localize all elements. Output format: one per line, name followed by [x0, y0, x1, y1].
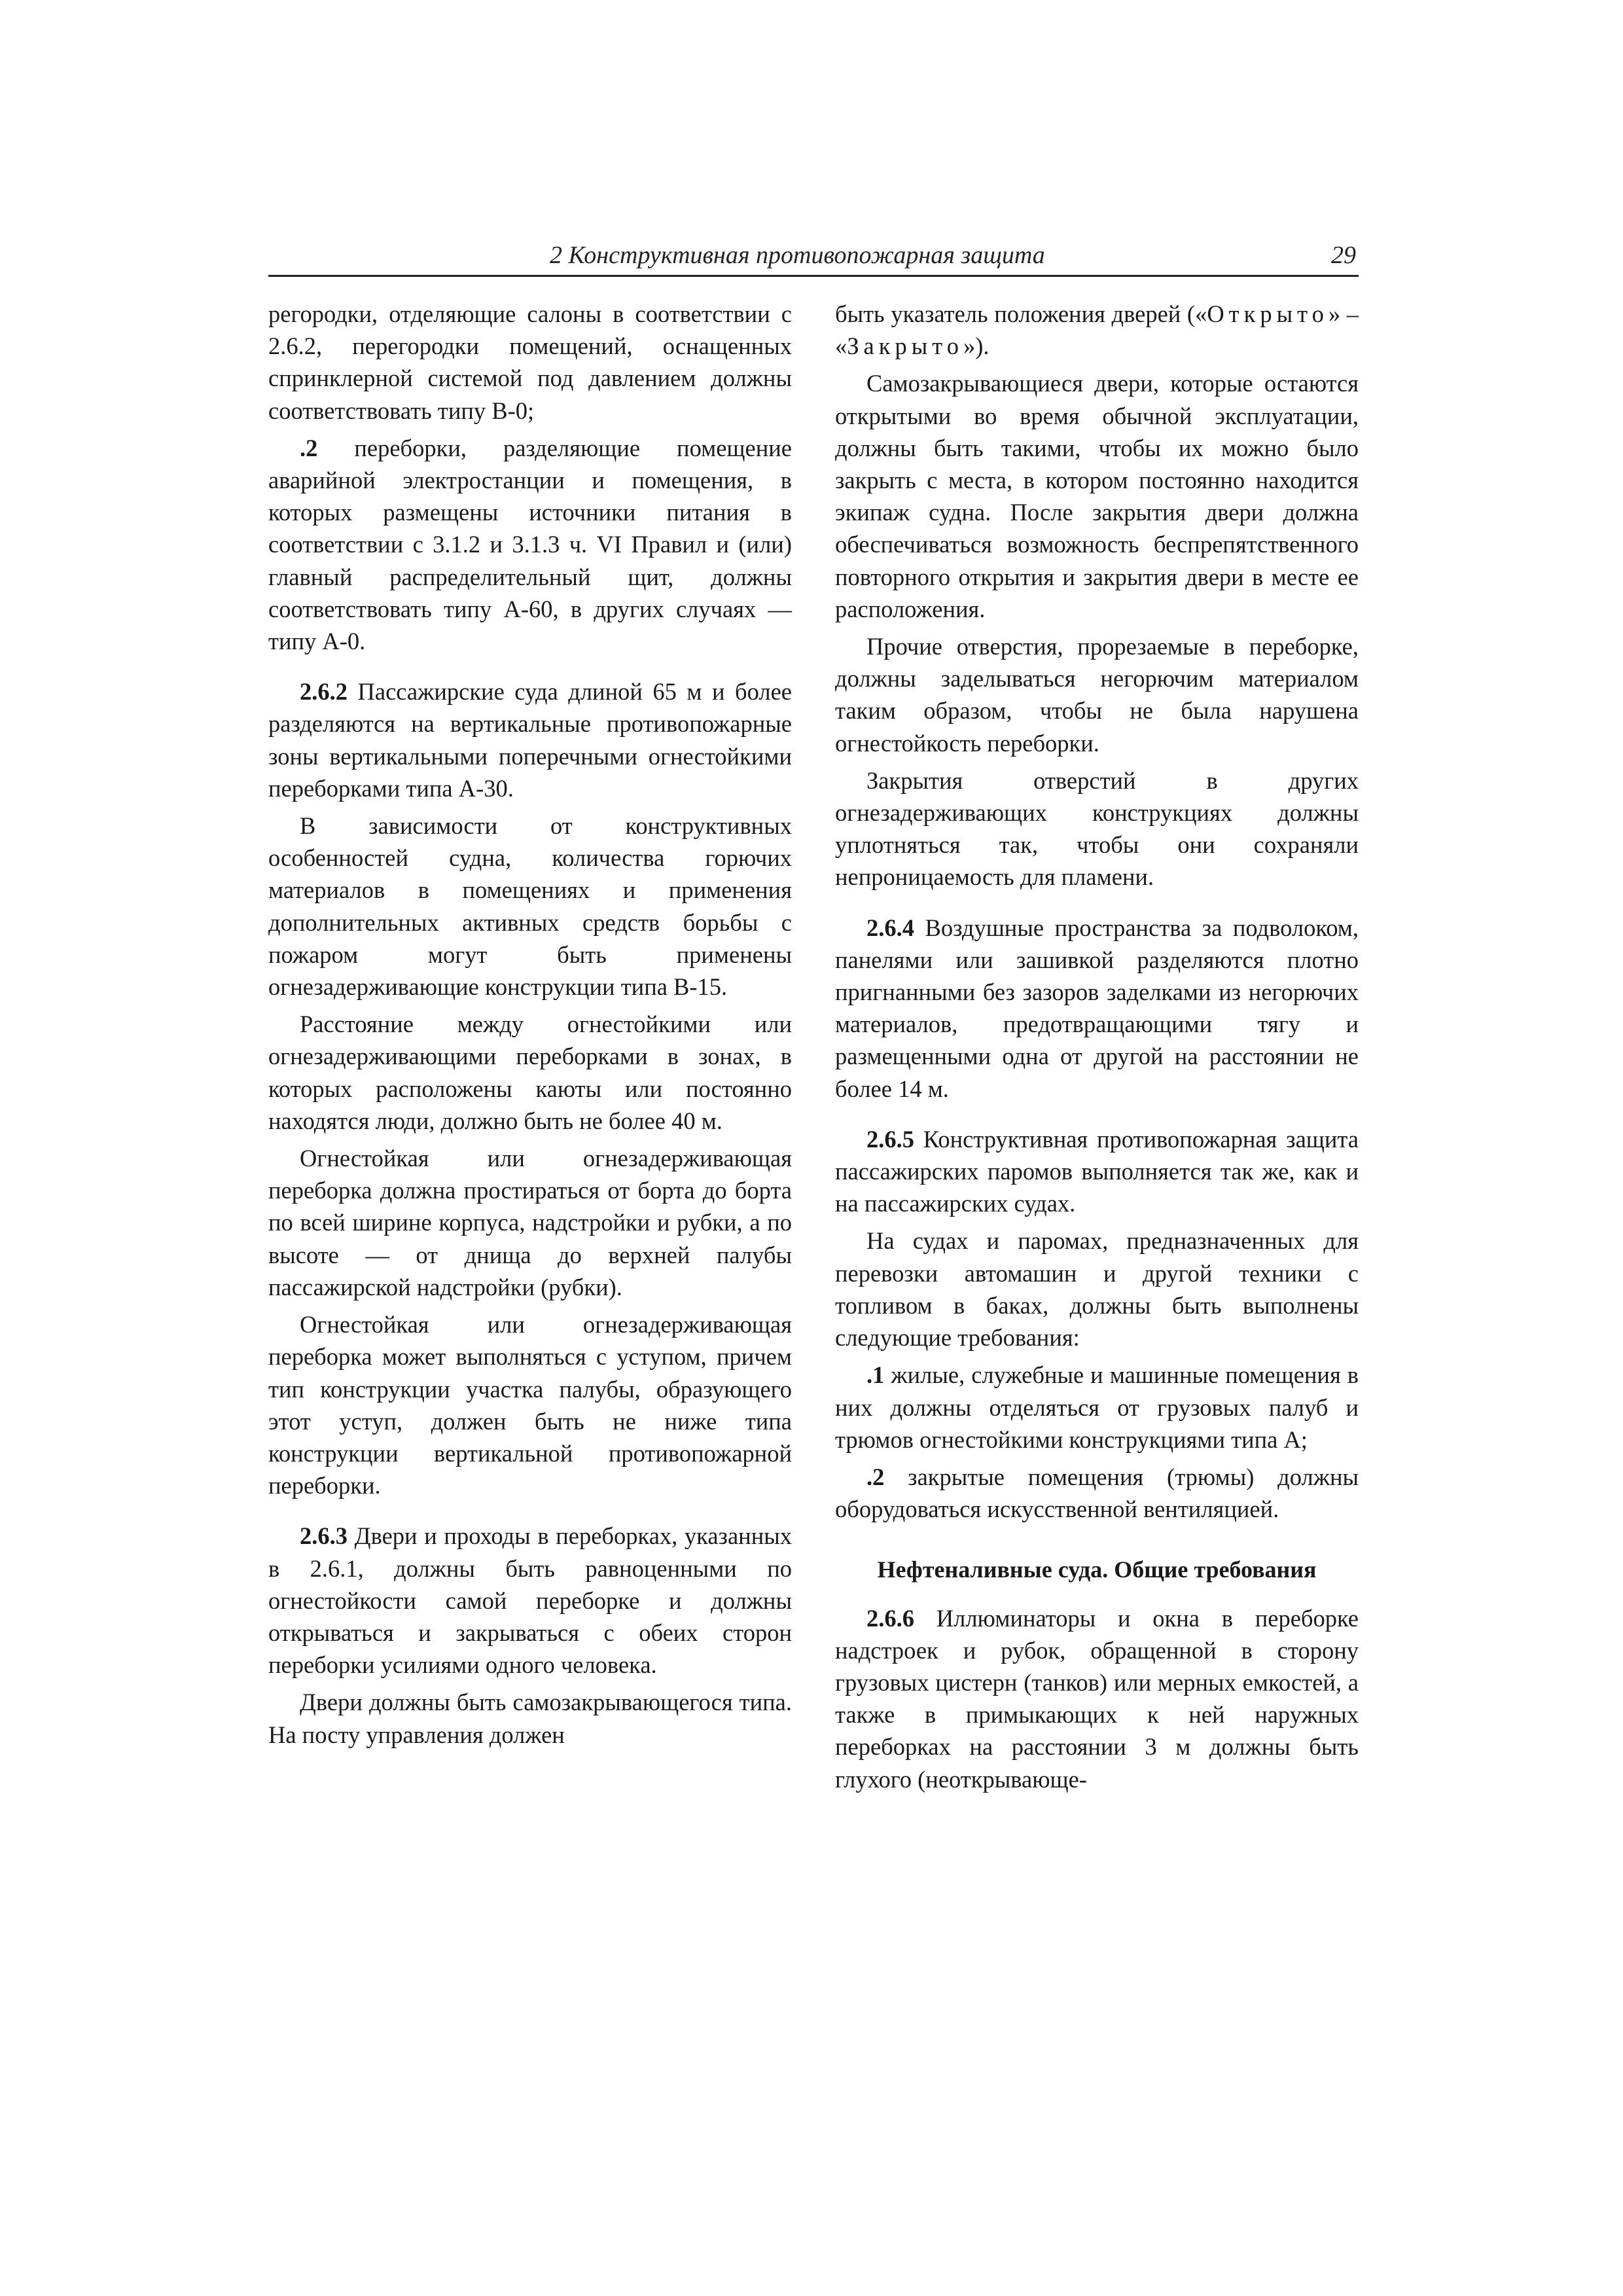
paragraph: [268, 1142, 792, 1303]
subheading: Нефтеналивные суда. Общие требования: [877, 1556, 1317, 1583]
paragraph: [268, 810, 792, 1003]
paragraph: [835, 630, 1359, 759]
paragraph-text: переборки, разделяющие помещение аварийной электростанции и помещения, в которых размещены источники питания в соответствии с 3.1.2 и 3.1.3 ч. VI Правил и (или) главный распределительный щит, должны соответствовать типу А-60, в других случаях — типу А-0.: [268, 434, 793, 655]
paragraph-text: Закрытия отверстий в других огнезадерживающих конструкциях должны уплотняться так, чтобы они сохраняли непроницаемость для пламени.: [835, 766, 1359, 891]
page-number: 29: [1331, 242, 1356, 269]
section-number: 2.6.3: [300, 1522, 348, 1550]
paragraph-text: жилые, служебные и машинные помещения в них должны отделяться от грузовых палуб и трюмов огнестойкими конструкциями типа А;: [835, 1361, 1359, 1453]
paragraph: [268, 1686, 792, 1750]
paragraph-text: Двери должны быть самозакрывающегося типа. На посту управления должен: [268, 1689, 792, 1748]
section-number: 2.6.6: [866, 1604, 914, 1632]
paragraph-text: Воздушные пространства за подволоком, панелями или зашивкой разделяются плотно пригнанными без зазоров заделками из негорючих материалов, предотвращающими тягу и размещенными одна от другой на расстоянии не более 14 м.: [835, 914, 1359, 1102]
left-column: [268, 298, 792, 1756]
paragraph: [835, 1123, 1359, 1220]
paragraph: [268, 1008, 792, 1137]
item-number: .2: [866, 1463, 885, 1490]
paragraph-text: Огнестойкая или огнезадерживающая переборка должна простираться от борта до борта по всей ширине корпуса, надстройки и рубки, а по высоте — от днища до верхней палубы пассажирской надстройки (рубки).: [268, 1145, 792, 1300]
paragraph: [268, 1520, 792, 1681]
paragraph-text: быть указатель положения дверей («: [835, 300, 1207, 327]
paragraph: [835, 367, 1359, 625]
paragraph: [835, 912, 1359, 1105]
item-number: .2: [300, 434, 318, 461]
paragraph-text: »).: [963, 332, 990, 360]
paragraph: [268, 298, 792, 427]
paragraph-text: Расстояние между огнестойкими или огнезадерживающими переборками в зонах, в которых расположены каюты или постоянно находятся люди, должно быть не более 40 м.: [268, 1011, 792, 1134]
paragraph: [835, 298, 1359, 362]
item-number: .1: [866, 1361, 885, 1389]
paragraph-text: Прочие отверстия, прорезаемые в переборке, должны заделываться негорючим материалом таким образом, чтобы не была нарушена огнестойкость переборки.: [835, 633, 1359, 757]
paragraph-text: » – «: [835, 300, 1359, 360]
paragraph-text: Самозакрывающиеся двери, которые остаются открытыми во время обычной эксплуатации, должны быть такими, чтобы их можно было закрыть с места, в котором постоянно находится экипаж судна. После закрытия двери должна обеспечиваться возможность беспрепятственного повторного открытия и закрытия двери в месте ее расположения.: [835, 370, 1359, 622]
paragraph: [835, 1225, 1359, 1354]
paragraph-text: В зависимости от конструктивных особенностей судна, количества горючих материалов в помещениях и применения дополнительных активных средств борьбы с пожаром могут быть применены огнезадерживающие конструкции типа В-15.: [268, 812, 792, 1001]
paragraph: [268, 675, 792, 804]
section-number: 2.6.4: [866, 914, 914, 941]
paragraph-text: Двери и проходы в переборках, указанных в 2.6.1, должны быть равноценными по огнестойкости самой переборке и должны открываться и закрываться с обеих сторон переборки усилиями одного человека.: [268, 1522, 793, 1679]
paragraph: [268, 1308, 792, 1501]
paragraph: [268, 432, 792, 657]
spaced-word: Закрыто: [847, 332, 963, 360]
paragraph-text: На судах и паромах, предназначенных для перевозки автомашин и другой техники с топливом в баках, должны быть выполнены следующие требования:: [835, 1227, 1359, 1352]
paragraph-text: Конструктивная противопожарная защита пассажирских паромов выполняется так же, как и на пассажирских судах.: [835, 1125, 1359, 1217]
paragraph: [835, 764, 1359, 893]
paragraph-text: регородки, отделяющие салоны в соответствии с 2.6.2, перегородки помещений, оснащенных спринклерной системой под давлением должны соответствовать типу В-0;: [268, 300, 792, 424]
section-number: 2.6.2: [300, 678, 348, 706]
right-column: [835, 298, 1359, 1801]
section-number: 2.6.5: [866, 1125, 914, 1153]
paragraph: [835, 1602, 1359, 1795]
paragraph: [835, 1461, 1359, 1525]
running-header: [268, 241, 1359, 277]
header-title: 2 Конструктивная противопожарная защита: [550, 242, 1045, 269]
paragraph-text: закрытые помещения (трюмы) должны оборудоваться искусственной вентиляцией.: [835, 1463, 1359, 1523]
paragraph-text: Иллюминаторы и окна в переборке надстроек и рубок, обращенной в сторону грузовых цистерн (танков) или мерных емкостей, а также в примыкающих к ней наружных переборках на расстоянии 3 м должны быть глухого (неоткрывающе-: [835, 1604, 1359, 1793]
spaced-word: Открыто: [1207, 300, 1329, 327]
paragraph-text: Пассажирские суда длиной 65 м и более разделяются на вертикальные противопожарные зоны вертикальными поперечными огнестойкими переборками типа А-30.: [268, 678, 793, 802]
paragraph-text: Огнестойкая или огнезадерживающая переборка может выполняться с уступом, причем тип конструкции участка палубы, образующего этот уступ, должен быть не ниже типа конструкции вертикальной противопожарной переборки.: [268, 1311, 792, 1499]
paragraph: [835, 1359, 1359, 1456]
